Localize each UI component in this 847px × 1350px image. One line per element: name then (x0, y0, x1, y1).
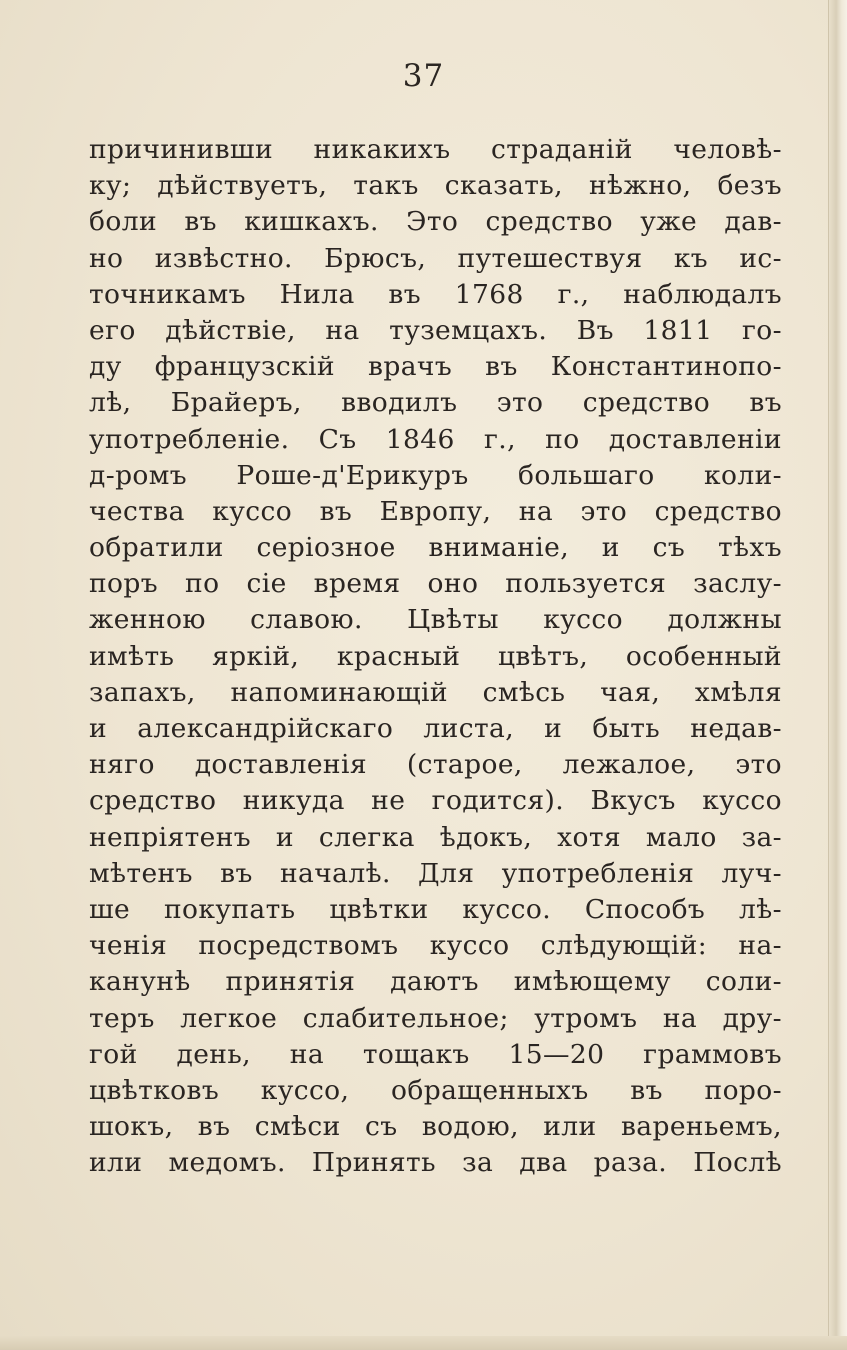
page-edge-right (828, 0, 847, 1350)
text-line: и александрійскаго листа, и быть недав- (89, 713, 782, 744)
text-line: канунѣ принятія даютъ имѣющему соли- (89, 966, 782, 998)
text-line: непріятенъ и слегка ѣдокъ, хотя мало за- (89, 821, 782, 853)
text-line: чества куссо въ Европу, на это средство (89, 495, 782, 527)
text-line: имѣть яркій, красный цвѣтъ, особенный (89, 640, 782, 672)
page-body-text (89, 132, 782, 1181)
text-line: точникамъ Нила въ 1768 г., наблюдалъ (89, 278, 782, 310)
text-line: гой день, на тощакъ 15—20 граммовъ (89, 1038, 782, 1070)
text-line: няго доставленія (старое, лежалое, это (89, 749, 782, 781)
text-line: поръ по сіе время оно пользуется заслу- (89, 568, 782, 600)
text-line: мѣтенъ въ началѣ. Для употребленія луч- (89, 857, 782, 889)
text-line: цвѣтковъ куссо, обращенныхъ въ поро- (89, 1074, 782, 1106)
text-line: запахъ, напоминающій смѣсь чая, хмѣля (89, 676, 782, 708)
text-line: женною славою. Цвѣты куссо должны (89, 604, 782, 636)
page-edge-bottom (0, 1336, 847, 1350)
text-line: или медомъ. Принять за два раза. Послѣ (89, 1147, 782, 1179)
text-line: теръ легкое слабительное; утромъ на дру- (89, 1002, 782, 1034)
text-line: но извѣстно. Брюсъ, путешествуя къ ис- (89, 242, 782, 274)
text-line: ду французскій врачъ въ Константинопо- (89, 351, 782, 383)
text-line: причинивши никакихъ страданій человѣ- (89, 134, 782, 165)
text-line: употребленіе. Съ 1846 г., по доставленіи (89, 423, 782, 455)
text-line: шокъ, въ смѣси съ водою, или вареньемъ, (89, 1111, 782, 1143)
text-line: д-ромъ Роше-д'Ерикуръ большаго коли- (89, 459, 782, 491)
text-line: средство никуда не годится). Вкусъ куссо (89, 785, 782, 817)
text-line: обратили серіозное вниманіе, и съ тѣхъ (89, 532, 782, 564)
text-line: боли въ кишкахъ. Это средство уже дав- (89, 206, 782, 238)
text-line: ченія посредствомъ куссо слѣдующій: на- (89, 930, 782, 962)
text-line: ку; дѣйствуетъ, такъ сказать, нѣжно, безъ (89, 170, 782, 202)
text-line: его дѣйствіе, на туземцахъ. Въ 1811 го- (89, 314, 782, 346)
text-line: лѣ, Брайеръ, вводилъ это средство въ (89, 387, 782, 419)
page-number: 37 (402, 58, 445, 94)
text-line: ше покупать цвѣтки куссо. Способъ лѣ- (89, 893, 782, 925)
